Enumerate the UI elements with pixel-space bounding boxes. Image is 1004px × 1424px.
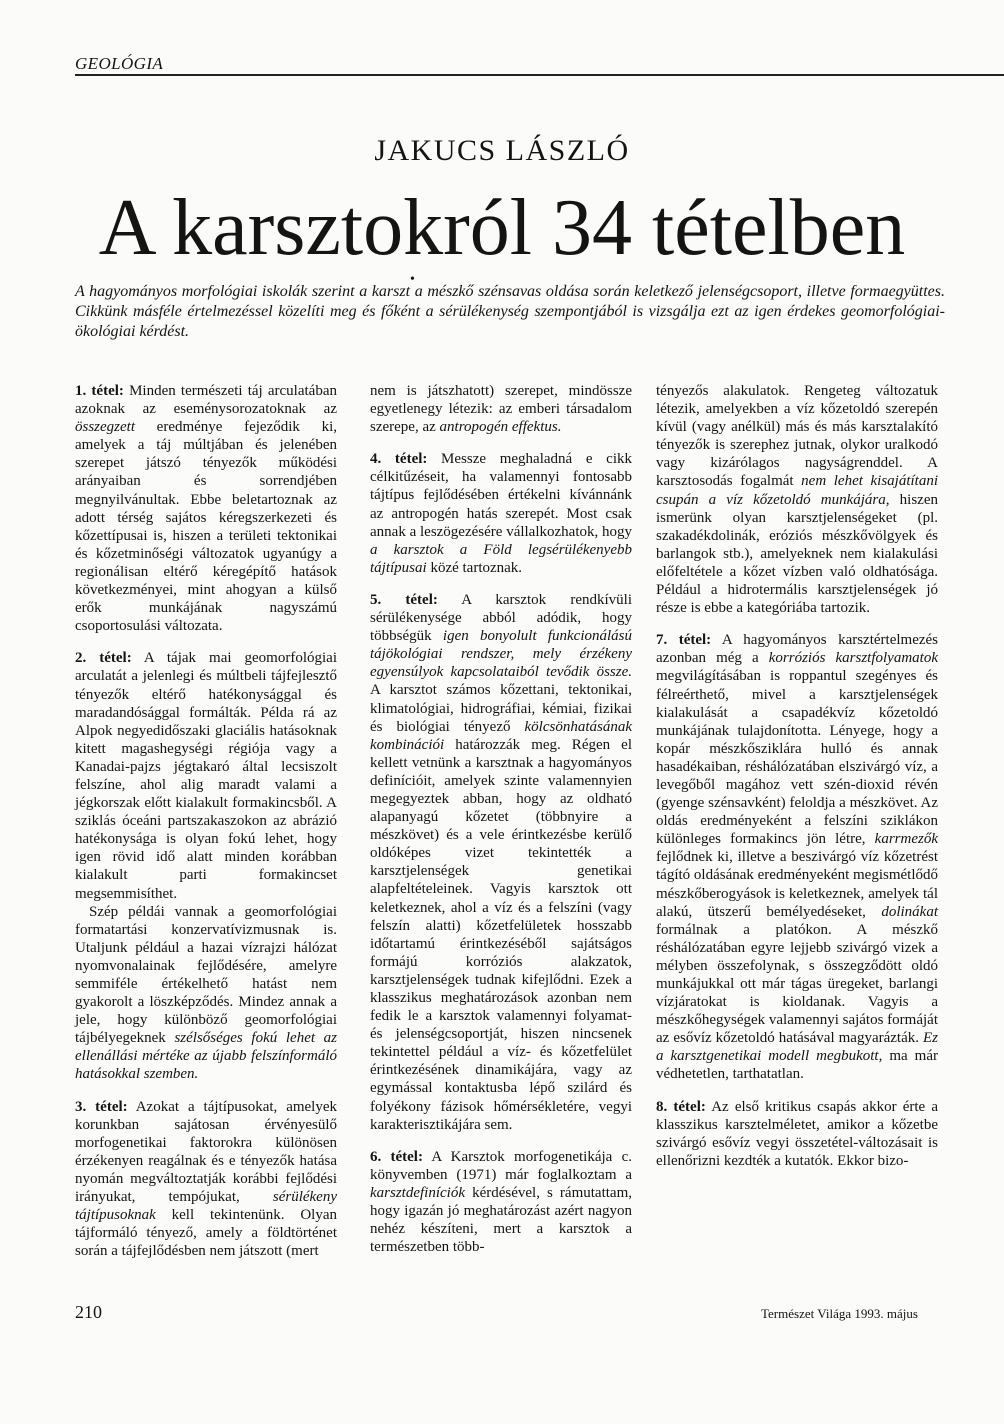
- paragraph-text: Szép példái vannak a geomorfológiai formatartási konzervatívizmusnak is. Utaljunk például a hazai vízrajzi hálózat nyomvonalainak fejlődésére, amelyre semmiféle értékelhető hatást nem gyakorolt a löszképződés. Mindez annak a jele, hogy különböző geomorfológiai tájbélyegeknek: [75, 903, 337, 1047]
- emphasis-text: karsztdefiníciók: [370, 1184, 465, 1201]
- emphasis-text: a karsztok a Föld legsérülékenyebb tájtípusai: [370, 541, 632, 576]
- column-1: [75, 382, 337, 1274]
- thesis-label: 6. tétel:: [370, 1148, 423, 1165]
- page-number: 210: [75, 1302, 102, 1322]
- paragraph-text: fejlődnek ki, illetve a beszivárgó víz kőzetrést tágító oldásának eredményeként megismétlődő mészkőberogyások is keletkeznek, amelyek tál alakú, ütszerű bemélyedéseket,: [656, 849, 938, 920]
- paragraph-thesis-6-cont: [656, 382, 938, 617]
- column-2: [370, 382, 632, 1270]
- paragraph-text: hiszen ismerünk olyan karsztjelenségeket (pl. szakadékdolinák, eróziós mészkővölgyek és barlangok stb.), amelyeknek nem kialakulási előfeltétele a kőzet vízben való oldhatósága. Például a hidrotermális karsztjelenségek jó része is ebbe a kategóriába tartozik.: [656, 491, 938, 617]
- paragraph-text: Az első kritikus csapás akkor érte a klasszikus karsztelméletet, amikor a kőzetbe szivárgó esővíz vegyi összetétel-változásait is ellenőrizni kezdték a kutatók. Ekkor bizo-: [656, 1098, 938, 1169]
- paragraph-text: közé tartoznak.: [426, 559, 523, 576]
- paragraph-text: Azokat a tájtípusokat, amelyek korunkban sajátosan érvényesülő morfogenetikai faktorokra különösen érzékenyen reagálnak és e tényezők hatása nyomán megváltoztatják korábbi fejlődési irányukat, tempójukat,: [75, 1098, 337, 1206]
- journal-footer: Természet Világa 1993. május: [761, 1306, 918, 1321]
- paragraph-thesis-1: [75, 382, 337, 635]
- thesis-label: 7. tétel:: [656, 632, 712, 649]
- paragraph-thesis-7: [656, 631, 938, 1083]
- paragraph-text: eredménye fejeződik ki, amelyek a táj múltjában és jelenében szerepet játszó tényezők működési arányaiban és sorrendjében megnyilvánultak. Ebbe beletartoznak az adott térség sajátos kéregszerkezeti és kőzettípusai is, hiszen a területi tektonikai és kőzetminőségi változatok ugyanúgy a regionálisan eltérő kéregépítő hatások következményei, mint ahogyan a külső erők munkájának nagyszámú csoportosulási változata.: [75, 419, 337, 635]
- paragraph-thesis-6: [370, 1148, 632, 1257]
- paragraph-text: kérdésével, s rámutattam, hogy igazán jó meghatározást azért nagyon nehéz készíteni, mert a karsztok a természetben több-: [370, 1184, 632, 1256]
- paragraph-text: tényezős alakulatok. Rengeteg változatuk létezik, amelyekben a víz kőzetoldó szerepén kívül (vagy anélkül) más és más karsztalakító tényezők is szerephez jutnak, olykor uralkodó vagy kizárólagos nagyságrenddel. A karsztosodás fogalmát: [656, 383, 938, 490]
- paragraph-text: Messze meghaladná e cikk célkitűzéseit, ha valamennyi fontosabb tájtípus fejlődésében értékelni kívánnánk az antropogén hatás szerepét. Most csak annak a leszögezésére vállalkozhatok, hogy: [370, 451, 632, 540]
- decorative-dot: •: [410, 272, 415, 287]
- thesis-label: 1. tétel:: [75, 383, 124, 399]
- emphasis-text: szélsőséges fokú lehet az ellenállási mértéke az újabb felszínformáló hatásokkal szemben.: [75, 1030, 337, 1083]
- paragraph-text: határozzák meg. Régen el kellett vetnünk a karsztnak a hagyományos definícióit, amelyek szinte valamennyien megegyeztek abban, hogy az oldható alapanyagú kőzetet (többnyire a mészkövet) és a vele érintkezésbe kerülő oldóképes vizet tekintették a karsztjelenségek genetikai alapfeltételeinek. Vagyis karsztok ott keletkeznek, ahol a víz és a felszíni (vagy felszín alatti) kőzetfelületek hosszabb időtartamú érintkezéséből sajátságos formájú korróziós alakzatok, karsztjelenségek tudnak kifejlődni. Ezek a klasszikus meghatározások azonban nem fedik le a karsztok valamennyi folyamat- és jelenségcsoportját, hiszen nincsenek tekintettel például a víz- és kőzetfelület érintkezésének dinamikájára, vagy az egymással kontaktusba lépő szilárd és folyékony fázisok hőmérsékletére, vegyi karakterisztikájára sem.: [370, 736, 632, 1133]
- paragraph-text: megvilágításában is roppantul szegényes és félreérthető, mivel a karsztjelenségek kialakulását a csapadékvíz kőzetoldó munkájának tulajdonította. Lényege, hogy a kopár mészkősziklára hulló és annak hasadékaiban, réshálózatában elszivárgó víz, a levegőből magához vett szén-dioxid révén (gyenge szénsavként) feloldja a mészkövet. Az oldás eredményeként a felszíni sziklákon különleges formakincs jön létre,: [656, 668, 938, 848]
- emphasis-text: sérülékeny tájtípusoknak: [75, 1189, 337, 1224]
- section-label: GEOLÓGIA: [75, 54, 164, 73]
- paragraph-text: formálnak a platókon. A mészkő réshálózatában egyre lejjebb szivárgó vizek a mélyben összefolynak, s összegződött oldó munkájukkal ott már tágas üregeket, barlangi vízjáratokat is kioldanak. Vagyis a mészkőhegységek valamennyi sajátos formáját az esővíz kőzetoldó hatásával magyarázták.: [656, 921, 938, 1047]
- paragraph-thesis-4: [370, 450, 632, 577]
- article-author: JAKUCS LÁSZLÓ: [374, 134, 630, 167]
- paragraph-text: A hagyományos karsztértelmezés azonban még a: [656, 632, 939, 667]
- emphasis-text: kölcsönhatásának kombinációi: [370, 718, 632, 753]
- emphasis-text: Ez a karsztgenetikai modell megbukott,: [656, 1030, 938, 1065]
- emphasis-text: dolinákat: [881, 903, 938, 920]
- emphasis-text: összegzett: [75, 419, 135, 436]
- emphasis-text: karrmezők: [874, 831, 938, 848]
- paragraph-text: nem is játszhatott) szerepet, mindössze egyetlenegy létezik: az emberi társadalom szerepe, az: [370, 383, 632, 436]
- paragraph-thesis-3: [75, 1098, 337, 1261]
- emphasis-text: igen bonyolult funkcionálású tájökológiai rendszer, mely érzékeny egyensúlyok kapcsolataiból tevődik össze.: [370, 628, 633, 681]
- emphasis-text: antropogén effektus.: [439, 419, 562, 436]
- paragraph-text: ma már védhetetlen, tarthatatlan.: [656, 1048, 938, 1083]
- lead-text: A hagyományos morfológiai iskolák szerint a karszt a mészkő szénsavas oldása során keletkező jelenségcsoport, illetve formaegyüttes. Cikkünk másféle értelmezéssel közelíti meg és főként a sérülékenység szempontjából is vizsgálja ezt az igen érdekes geomorfológiai-ökológiai kérdést.: [75, 283, 945, 340]
- paragraph-thesis-3-cont: [370, 382, 632, 436]
- paragraph-thesis-2: [75, 649, 337, 902]
- emphasis-text: nem lehet kisajátítani csupán a víz kőzetoldó munkájára,: [656, 473, 938, 508]
- paragraph-text: A karsztot számos kőzettani, tektonikai, klimatológiai, hidrográfiai, kémiai, fizikai és biológiai tényező: [370, 682, 632, 735]
- paragraph-thesis-2-cont: [75, 903, 337, 1084]
- column-3: [656, 382, 938, 1184]
- thesis-label: 4. tétel:: [370, 451, 428, 468]
- paragraph-text: A Karsztok morfogenetikája c. könyvemben (1971) már foglalkoztam a: [370, 1148, 632, 1183]
- thesis-label: 5. tétel:: [370, 591, 438, 608]
- article-lead: [75, 272, 945, 342]
- paragraph-text: A tájak mai geomorfológiai arculatát a jelenlegi és múltbeli tájfejlesztő tényezők eltérő hatékonysággal és maradandósággal formálták. Példa rá az Alpok negyedidőszaki glaciális hatásoknak kitett magashegységi régiója vagy a Kanadai-pajzs jégtakaró által lecsiszolt felszíne, ahol alig maradt valami a jégkorszak előtt kialakult formakincsből. A sziklás óceáni partszakaszokon az abrázió hatékonysága is olyan fokú lehet, hogy igen rövid idő alatt minden korábban kialakult parti formakincset megsemmisíthet.: [75, 650, 338, 902]
- emphasis-text: korróziós karsztfolyamatok: [768, 650, 938, 667]
- header-rule: [75, 74, 1004, 76]
- thesis-label: 2. tétel:: [75, 650, 132, 667]
- thesis-label: 3. tétel:: [75, 1098, 128, 1115]
- paragraph-thesis-5: [370, 591, 632, 1134]
- paragraph-text: A karsztok rendkívüli sérülékenysége abból adódik, hogy többségük: [370, 591, 632, 645]
- article-title: A karsztokról 34 tételben: [98, 184, 906, 272]
- paragraph-thesis-8: [656, 1098, 938, 1170]
- thesis-label: 8. tétel:: [656, 1098, 706, 1115]
- paragraph-text: kell tekintenünk. Olyan tájformáló tényező, amely a földtörténet során a tájfejlődésben nem játszott (mert: [75, 1207, 337, 1260]
- paragraph-text: Minden természeti táj arculatában azoknak az eseménysorozatoknak az: [75, 383, 337, 418]
